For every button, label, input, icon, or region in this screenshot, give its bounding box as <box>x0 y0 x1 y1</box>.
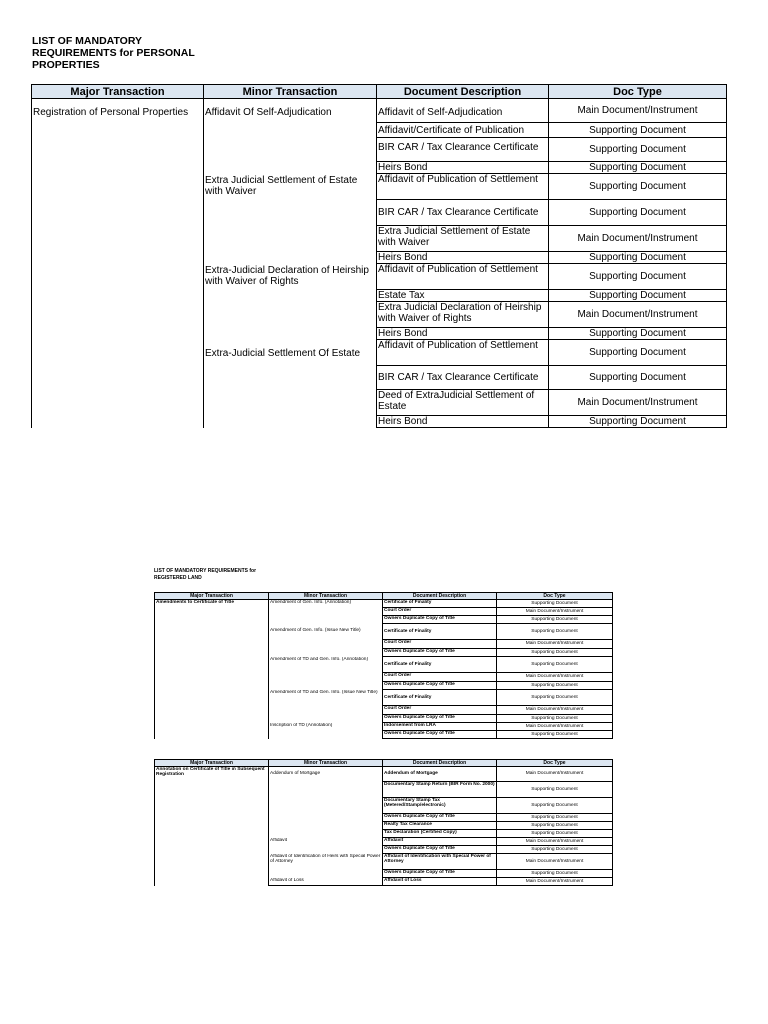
doc-type-cell: Main Document/Instrument <box>497 854 613 870</box>
major-transaction-cell: Amendments to Certificate of Title <box>155 600 269 739</box>
minor-transaction-cell: Amendment of TD and Gen. Info. (Annotation) <box>269 657 383 690</box>
header-doc-type: Doc Type <box>497 760 613 767</box>
minor-transaction-cell: Addendum of Mortgage <box>269 767 383 838</box>
document-description-cell: BIR CAR / Tax Clearance Certificate <box>377 200 549 226</box>
document-description-cell: Estate Tax <box>377 290 549 302</box>
document-description-cell: Owners Duplicate Copy of Title <box>383 870 497 878</box>
minor-transaction-cell: Amendment of TD and Gen. Info. (Issue New Title) <box>269 690 383 723</box>
minor-transaction-cell: Extra Judicial Settlement of Estate with Waiver <box>204 174 377 264</box>
table-row <box>32 99 727 123</box>
table-header-row <box>155 593 613 600</box>
doc-type-cell: Supporting Document <box>497 814 613 822</box>
document-description-cell: Owners Duplicate Copy of Title <box>383 616 497 624</box>
document-description-cell: Heirs Bond <box>377 162 549 174</box>
doc-type-cell: Supporting Document <box>497 731 613 739</box>
doc-type-cell: Supporting Document <box>497 649 613 657</box>
header-description: Document Description <box>383 760 497 767</box>
doc-type-cell: Supporting Document <box>549 264 727 290</box>
doc-type-cell: Supporting Document <box>549 162 727 174</box>
doc-type-cell: Main Document/Instrument <box>549 99 727 123</box>
document-description-cell: Affidavit/Certificate of Publication <box>377 123 549 138</box>
document-description-cell: Affidavit of Loss <box>383 878 497 886</box>
table-header-row <box>155 760 613 767</box>
header-minor: Minor Transaction <box>204 85 377 99</box>
amendments-table <box>154 592 613 739</box>
header-description: Document Description <box>377 85 549 99</box>
doc-type-cell: Supporting Document <box>497 782 613 798</box>
document-description-cell: Certificate of Finality <box>383 690 497 706</box>
doc-type-cell: Supporting Document <box>497 822 613 830</box>
document-description-cell: Affidavit of Identification with Special Power of Attorney <box>383 854 497 870</box>
registered-land-title: LIST OF MANDATORY REQUIREMENTS for REGISTERED LAND <box>154 568 257 581</box>
document-description-cell: BIR CAR / Tax Clearance Certificate <box>377 366 549 390</box>
personal-properties-table <box>31 84 727 428</box>
document-description-cell: Owners Duplicate Copy of Title <box>383 715 497 723</box>
document-description-cell: Affidavit of Self-Adjudication <box>377 99 549 123</box>
annotation-table <box>154 759 613 886</box>
document-description-cell: Extra Judicial Declaration of Heirship with Waiver of Rights <box>377 302 549 328</box>
document-description-cell: Deed of ExtraJudicial Settlement of Estate <box>377 390 549 416</box>
doc-type-cell: Supporting Document <box>497 624 613 640</box>
document-description-cell: Heirs Bond <box>377 252 549 264</box>
doc-type-cell: Main Document/Instrument <box>497 608 613 616</box>
doc-type-cell: Supporting Document <box>549 328 727 340</box>
doc-type-cell: Main Document/Instrument <box>497 838 613 846</box>
doc-type-cell: Supporting Document <box>549 123 727 138</box>
major-transaction-cell: Registration of Personal Properties <box>32 99 204 428</box>
document-description-cell: Tax Declaration (Certified Copy) <box>383 830 497 838</box>
document-description-cell: Certificate of Finality <box>383 657 497 673</box>
doc-type-cell: Supporting Document <box>497 798 613 814</box>
doc-type-cell: Supporting Document <box>497 830 613 838</box>
doc-type-cell: Supporting Document <box>549 290 727 302</box>
document-description-cell: Realty Tax Clearance <box>383 822 497 830</box>
table-row <box>155 767 613 782</box>
document-description-cell: Certificate of Finality <box>383 600 497 608</box>
document-description-cell: Addendum of Mortgage <box>383 767 497 782</box>
header-doc-type: Doc Type <box>497 593 613 600</box>
minor-transaction-cell: Affidavit of Identification of Heirs with Special Power of Attorney <box>269 854 383 878</box>
document-description-cell: Owners Duplicate Copy of Title <box>383 682 497 690</box>
header-major: Major Transaction <box>32 85 204 99</box>
table-row <box>155 600 613 608</box>
header-major: Major Transaction <box>155 760 269 767</box>
doc-type-cell: Supporting Document <box>549 174 727 200</box>
minor-transaction-cell: Amendment of Gen. Info. (Issue New Title) <box>269 624 383 657</box>
minor-transaction-cell: Affidavit <box>269 838 383 854</box>
doc-type-cell: Supporting Document <box>549 340 727 366</box>
doc-type-cell: Supporting Document <box>497 682 613 690</box>
major-transaction-cell: Annotation on Certificate of Title in Subsequent Registration <box>155 767 269 886</box>
minor-transaction-cell: Extra-Judicial Declaration of Heirship with Waiver of Rights <box>204 264 377 340</box>
document-description-cell: Court Order <box>383 640 497 649</box>
document-description-cell: BIR CAR / Tax Clearance Certificate <box>377 138 549 162</box>
document-description-cell: Court Order <box>383 608 497 616</box>
document-description-cell: Heirs Bond <box>377 328 549 340</box>
doc-type-cell: Supporting Document <box>549 416 727 428</box>
minor-transaction-cell: Affidavit of Loss <box>269 878 383 886</box>
doc-type-cell: Supporting Document <box>497 870 613 878</box>
document-description-cell: Court Order <box>383 706 497 715</box>
document-description-cell: Court Order <box>383 673 497 682</box>
doc-type-cell: Supporting Document <box>497 600 613 608</box>
doc-type-cell: Supporting Document <box>549 200 727 226</box>
doc-type-cell: Main Document/Instrument <box>497 723 613 731</box>
doc-type-cell: Main Document/Instrument <box>549 226 727 252</box>
doc-type-cell: Supporting Document <box>497 616 613 624</box>
minor-transaction-cell: Amendment of Gen. Info. (Annotation) <box>269 600 383 624</box>
minor-transaction-cell: Extra-Judicial Settlement Of Estate <box>204 340 377 428</box>
doc-type-cell: Supporting Document <box>549 252 727 264</box>
document-description-cell: Documentary Stamp Return (BIR Form No. 2000) <box>383 782 497 798</box>
document-description-cell: Certificate of Finality <box>383 624 497 640</box>
document-description-cell: Affidavit of Publication of Settlement <box>377 264 549 290</box>
doc-type-cell: Supporting Document <box>497 657 613 673</box>
document-description-cell: Indorsement from LRA <box>383 723 497 731</box>
doc-type-cell: Supporting Document <box>497 690 613 706</box>
doc-type-cell: Supporting Document <box>549 138 727 162</box>
document-description-cell: Affidavit <box>383 838 497 846</box>
document-description-cell: Heirs Bond <box>377 416 549 428</box>
doc-type-cell: Main Document/Instrument <box>497 767 613 782</box>
document-description-cell: Extra Judicial Settlement of Estate with Waiver <box>377 226 549 252</box>
document-description-cell: Owners Duplicate Copy of Title <box>383 649 497 657</box>
doc-type-cell: Main Document/Instrument <box>497 878 613 886</box>
page-title: LIST OF MANDATORY REQUIREMENTS for PERSONAL PROPERTIES <box>32 35 195 71</box>
document-description-cell: Affidavit of Publication of Settlement <box>377 340 549 366</box>
header-major: Major Transaction <box>155 593 269 600</box>
doc-type-cell: Supporting Document <box>497 846 613 854</box>
document-description-cell: Owners Duplicate Copy of Title <box>383 846 497 854</box>
doc-type-cell: Main Document/Instrument <box>497 706 613 715</box>
table-header-row <box>32 85 727 99</box>
doc-type-cell: Main Document/Instrument <box>497 640 613 649</box>
minor-transaction-cell: Affidavit Of Self-Adjudication <box>204 99 377 174</box>
doc-type-cell: Supporting Document <box>497 715 613 723</box>
doc-type-cell: Supporting Document <box>549 366 727 390</box>
document-description-cell: Owners Duplicate Copy of Title <box>383 814 497 822</box>
document-description-cell: Documentary Stamp Tax (Metered/Stamp/electronic) <box>383 798 497 814</box>
doc-type-cell: Main Document/Instrument <box>497 673 613 682</box>
header-description: Document Description <box>383 593 497 600</box>
document-description-cell: Owners Duplicate Copy of Title <box>383 731 497 739</box>
doc-type-cell: Main Document/Instrument <box>549 302 727 328</box>
minor-transaction-cell: Inscription of TD (Annotation) <box>269 723 383 739</box>
doc-type-cell: Main Document/Instrument <box>549 390 727 416</box>
header-doc-type: Doc Type <box>549 85 727 99</box>
header-minor: Minor Transaction <box>269 760 383 767</box>
header-minor: Minor Transaction <box>269 593 383 600</box>
document-description-cell: Affidavit of Publication of Settlement <box>377 174 549 200</box>
